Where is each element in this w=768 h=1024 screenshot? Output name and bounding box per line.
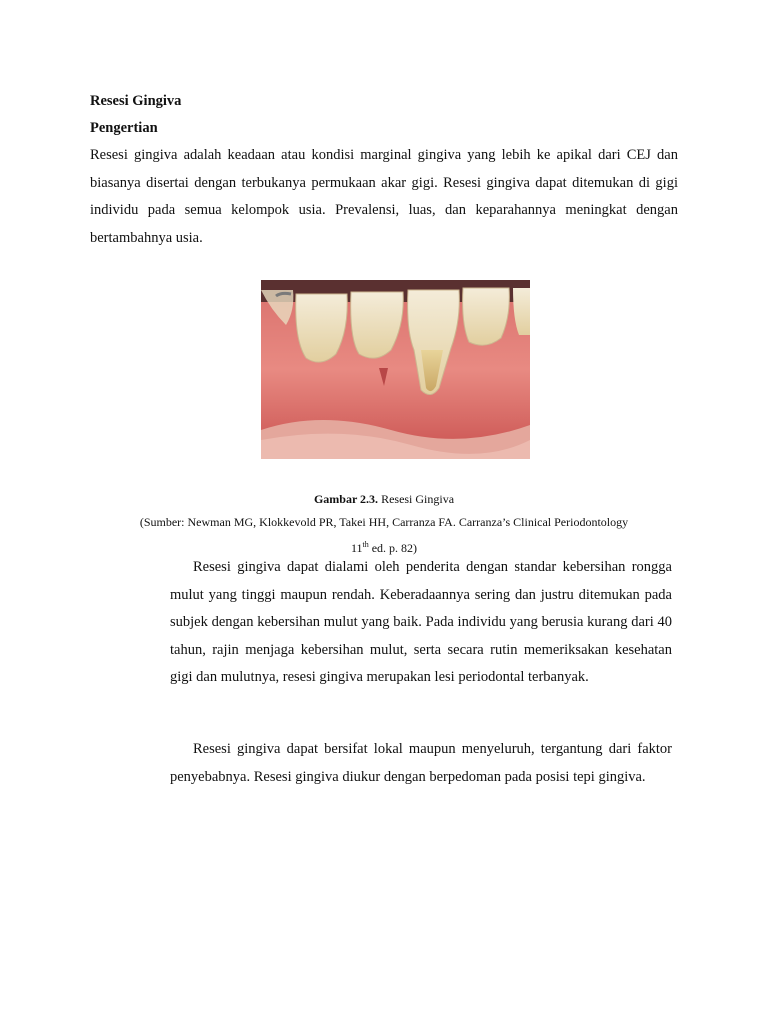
figure-caption bbox=[90, 492, 678, 507]
paragraph-3: Resesi gingiva dapat bersifat lokal maupun menyeluruh, tergantung dari faktor penyebabnya. Resesi gingiva diukur dengan berpedoman pada posisi tepi gingiva. bbox=[170, 741, 672, 785]
edition-number: 11 bbox=[350, 541, 363, 555]
figure-source: (Sumber: Newman MG, Klokkevold PR, Takei HH, Carranza FA. Carranza’s Clinical Periodontology bbox=[139, 515, 629, 529]
section-title: Resesi Gingiva bbox=[90, 93, 182, 109]
section-subtitle: Pengertian bbox=[90, 120, 158, 136]
paragraph-2: Resesi gingiva dapat dialami oleh penderita dengan standar kebersihan rongga mulut yang tinggi maupun rendah. Keberadaannya sering dan justru ditemukan pada subjek dengan kebersihan mulut yang baik. Pada individu yang berusia kurang dari 40 tahun, rajin menjaga kebersihan mulut, serta secara rutin memeriksakan kesehatan gigi dan mulutnya, resesi gingiva merupakan lesi periodontal terbanyak. bbox=[170, 559, 672, 685]
figure-name: Resesi Gingiva bbox=[381, 492, 455, 506]
figure-label: Gambar 2.3. bbox=[313, 492, 379, 506]
edition-detail: ed. p. 82) bbox=[371, 541, 418, 555]
edition-suffix: th bbox=[362, 540, 369, 549]
gingival-recession-photo bbox=[261, 280, 530, 459]
intro-paragraph: Resesi gingiva adalah keadaan atau kondisi marginal gingiva yang lebih ke apikal dari CEJ dan biasanya disertai dengan terbukanya permukaan akar gigi. Resesi gingiva dapat ditemukan di gigi individu pada semua kelompok usia. Prevalensi, luas, dan keparahannya meningkat dengan bertambahnya usia. bbox=[90, 147, 678, 246]
